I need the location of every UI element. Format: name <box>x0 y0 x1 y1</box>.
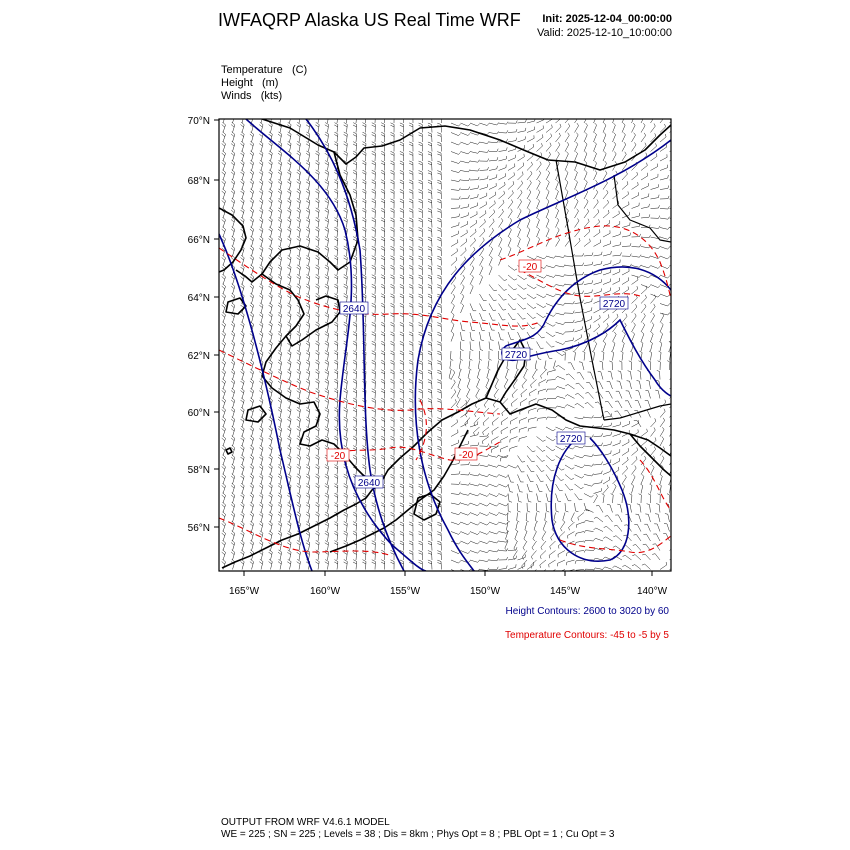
valid-time: Valid: 2025-12-10_10:00:00 <box>537 27 672 39</box>
temperature-contour-line <box>520 270 640 296</box>
lon-tick-label: 160°W <box>309 586 341 597</box>
init-time: Init: 2025-12-04_00:00:00 <box>542 13 672 25</box>
border-bc <box>604 404 671 420</box>
variable-name: Winds <box>221 90 252 102</box>
lat-tick-label: 68°N <box>187 176 210 187</box>
temperature-label <box>327 449 349 462</box>
temperature-label <box>455 448 477 461</box>
border-alaska-canada <box>556 160 604 420</box>
height-label-text: 2720 <box>559 434 583 445</box>
variable-unit: (kts) <box>260 90 283 102</box>
height-label <box>340 302 368 315</box>
lat-tick-label: 58°N <box>187 465 210 476</box>
temperature-contours <box>219 226 671 556</box>
island-pribilof <box>226 448 232 454</box>
lon-tick-label: 140°W <box>636 586 668 597</box>
lat-tick-label: 56°N <box>187 523 210 534</box>
height-label <box>600 297 628 310</box>
lat-tick-label: 64°N <box>187 293 210 304</box>
variable-name: Height <box>221 77 253 89</box>
variable-unit: (C) <box>291 64 308 76</box>
model-info-line2: WE = 225 ; SN = 225 ; Levels = 38 ; Dis = 8km ; Phys Opt = 8 ; PBL Opt = 1 ; Cu Opt = 3 <box>221 829 615 840</box>
lon-tick-label: 145°W <box>549 586 581 597</box>
height-label-text: 2640 <box>357 478 381 489</box>
height-label-text: 2720 <box>504 350 528 361</box>
lat-tick-label: 62°N <box>187 351 210 362</box>
temperature-contour-line <box>640 460 671 510</box>
lat-tick-label: 66°N <box>187 235 210 246</box>
temperature-label-text: -20 <box>330 451 346 462</box>
lon-tick-label: 155°W <box>389 586 421 597</box>
wind-barbs <box>222 113 680 578</box>
plot-frame <box>219 119 671 571</box>
height-contour-line <box>415 140 671 571</box>
lat-tick-label: 70°N <box>187 116 210 127</box>
height-contours <box>219 119 671 571</box>
height-contour-legend: Height Contours: 2600 to 3020 by 60 <box>505 606 669 617</box>
temperature-label-text: -20 <box>458 450 474 461</box>
height-label <box>502 348 530 361</box>
height-label <box>355 476 383 489</box>
temperature-label-text: -20 <box>522 262 538 273</box>
coastline-southeast <box>630 434 671 476</box>
temperature-label <box>519 260 541 273</box>
chart-title: IWFAQRP Alaska US Real Time WRF <box>218 10 521 30</box>
variable-name: Temperature <box>221 64 283 76</box>
height-label <box>557 432 585 445</box>
height-label-text: 2720 <box>602 299 626 310</box>
lat-tick-label: 60°N <box>187 408 210 419</box>
lon-tick-label: 150°W <box>469 586 501 597</box>
coastline-yk-delta <box>262 336 380 484</box>
height-contour-line <box>246 119 426 571</box>
variable-unit: (m) <box>261 77 279 89</box>
model-info-line1: OUTPUT FROM WRF V4.6.1 MODEL <box>221 817 390 828</box>
lon-tick-label: 165°W <box>228 586 260 597</box>
temperature-contour-line <box>560 536 671 553</box>
coastline-peninsula-south <box>330 430 468 552</box>
wind-barb-field <box>222 113 680 578</box>
temperature-contour-legend: Temperature Contours: -45 to -5 by 5 <box>505 630 669 641</box>
height-label-text: 2640 <box>342 304 366 315</box>
